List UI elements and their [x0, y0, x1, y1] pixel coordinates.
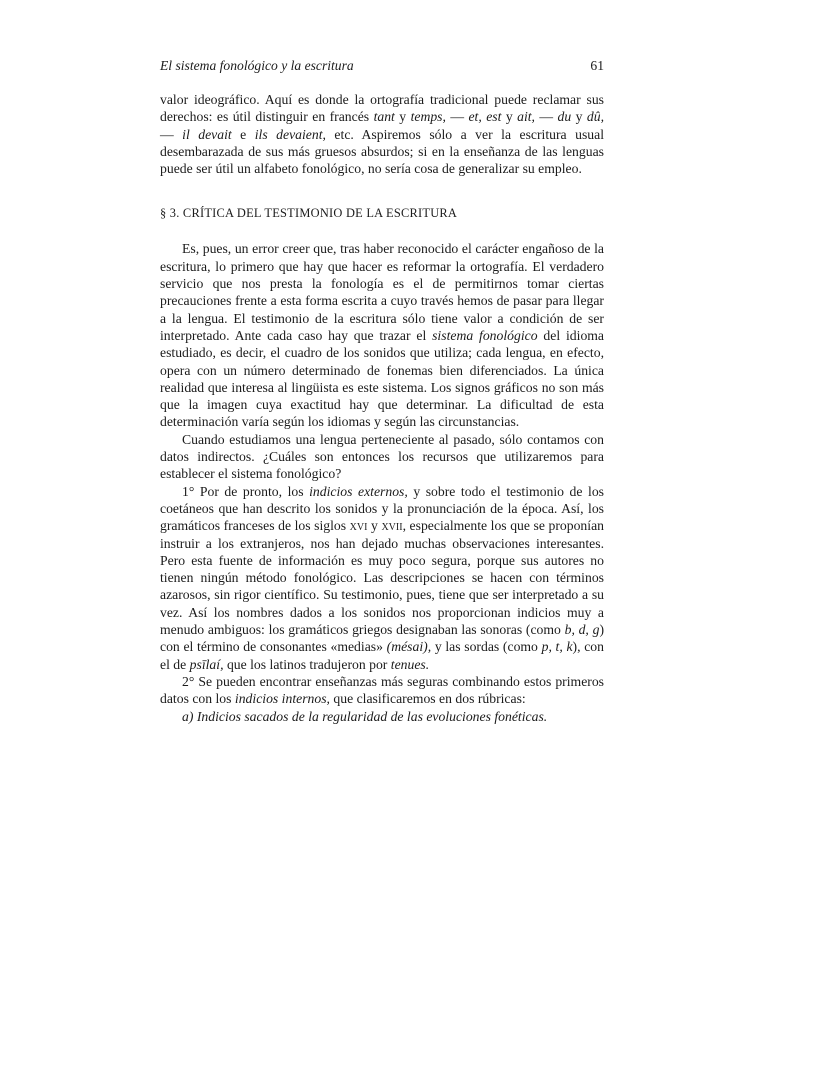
- text-segment: que los latinos tradujeron por: [223, 656, 391, 672]
- text-segment: ), con el de: [160, 639, 604, 672]
- text-segment: indicios externos,: [309, 483, 408, 499]
- text-segment: etc. Aspiremos sólo a ver la escritura usual desembarazada de sus más gruesos absurdos; si en la enseñanza de las lenguas puede ser útil un alfabeto fonológico, no sería cosa de generalizar su empleo.: [160, 126, 604, 177]
- text-column: [160, 57, 604, 725]
- text-segment: 2° Se pueden encontrar enseñanzas más seguras combinando estos primeros datos con los: [160, 673, 604, 707]
- text-segment: —: [445, 109, 469, 125]
- text-segment: il devait: [182, 126, 232, 142]
- text-segment: y: [394, 109, 411, 125]
- text-segment: sistema fonológico: [432, 327, 538, 343]
- text-segment: y: [367, 518, 382, 534]
- running-title: El sistema fonológico y la escritura: [160, 58, 354, 73]
- paragraph: [160, 673, 604, 708]
- text-segment: dû,: [586, 109, 605, 125]
- text-segment: y las sordas (como: [431, 639, 542, 655]
- paragraph: [160, 483, 604, 673]
- text-segment: e: [231, 126, 255, 142]
- paragraph: [160, 91, 604, 177]
- text-segment: p, t, k: [541, 639, 573, 655]
- text-segment: du: [557, 109, 572, 125]
- text-segment: ils devaient,: [254, 126, 326, 142]
- text-segment: que clasificaremos en dos rúbricas:: [329, 691, 526, 707]
- text-segment: Cuando estudiamos una lengua perteneciente al pasado, sólo contamos con datos indirectos. ¿Cuáles son entonces los recursos que utilizaremos para establecer el sistema fonológico?: [160, 431, 604, 482]
- text-segment: del idioma estudiado, es decir, el cuadro de los sonidos que utiliza; cada lengua, en efecto, opera con un número determinado de fonemas bien diferenciados. La única realidad que interesa al lingüista es este sistema. Los signos gráficos no son más que la imagen cuya exactitud hay que determinar. La dificultad de esta determinación varía según los idiomas y según las circunstancias.: [160, 327, 605, 430]
- text-segment: psīlaí,: [189, 656, 224, 672]
- text-segment: xvi: [349, 518, 368, 534]
- paragraph: [160, 240, 604, 430]
- text-segment: indicios internos,: [234, 691, 330, 707]
- text-segment: , especialmente los que se proponían instruir a los extranjeros, nos han dejado muchas observaciones interesantes. Pero esta fuente de información es muy poco segura, porque sus autores no tienen ningún método fonológico. Las descripciones se hacen con términos azarosos, sin rigor científico. Su testimonio, pues, tiene que ser interpretado a su vez. Así los nombres dados a los sonidos nos proporcionan indicios muy a menudo ambiguos: los gramáticos griegos designaban las sonoras (como: [160, 518, 604, 638]
- text-segment: b, d, g: [564, 622, 600, 638]
- text-segment: et, est: [468, 109, 502, 125]
- text-segment: ait,: [517, 109, 535, 125]
- text-segment: —: [534, 109, 558, 125]
- paragraph: [160, 431, 604, 483]
- text-segment: —: [160, 126, 183, 142]
- section-heading: § 3. CRÍTICA DEL TESTIMONIO DE LA ESCRITURA: [160, 206, 458, 221]
- running-header: [160, 57, 604, 74]
- paragraph: [160, 708, 604, 725]
- text-segment: temps,: [410, 109, 446, 125]
- text-segment: y: [571, 109, 587, 125]
- page-number: 61: [590, 58, 604, 73]
- text-segment: (mésai),: [386, 639, 432, 655]
- text-segment: tant: [373, 109, 395, 125]
- text-segment: tenues.: [390, 656, 430, 672]
- text-segment: xvii: [381, 518, 403, 534]
- text-segment: y sobre todo el testimonio de los coetáneos que han descrito los sonidos y la pronunciación de la época. Así, los gramáticos franceses de los siglos: [160, 483, 604, 534]
- text-segment: valor ideográfico. Aquí es donde la ortografía tradicional puede reclamar sus derechos: es útil distinguir en francés: [160, 92, 604, 125]
- text-segment: Es, pues, un error creer que, tras haber reconocido el carácter engañoso de la escritura, lo primero que hay que hacer es reformar la ortografía. El verdadero servicio que nos presta la fonología es el de permitirnos tomar ciertas precauciones frente a esta forma escrita a cuyo través hemos de pasar para llegar a la lengua. El testimonio de la escritura sólo tiene valor a condición de ser interpretado. Ante cada caso hay que trazar el: [160, 241, 604, 343]
- text-segment: ) con el término de consonantes «medias»: [160, 622, 604, 655]
- text-segment: y: [501, 109, 518, 125]
- text-segment: a) Indicios sacados de la regularidad de las evoluciones fonéticas.: [182, 708, 548, 724]
- text-segment: 1° Por de pronto, los: [182, 483, 310, 499]
- document-body: [160, 91, 604, 725]
